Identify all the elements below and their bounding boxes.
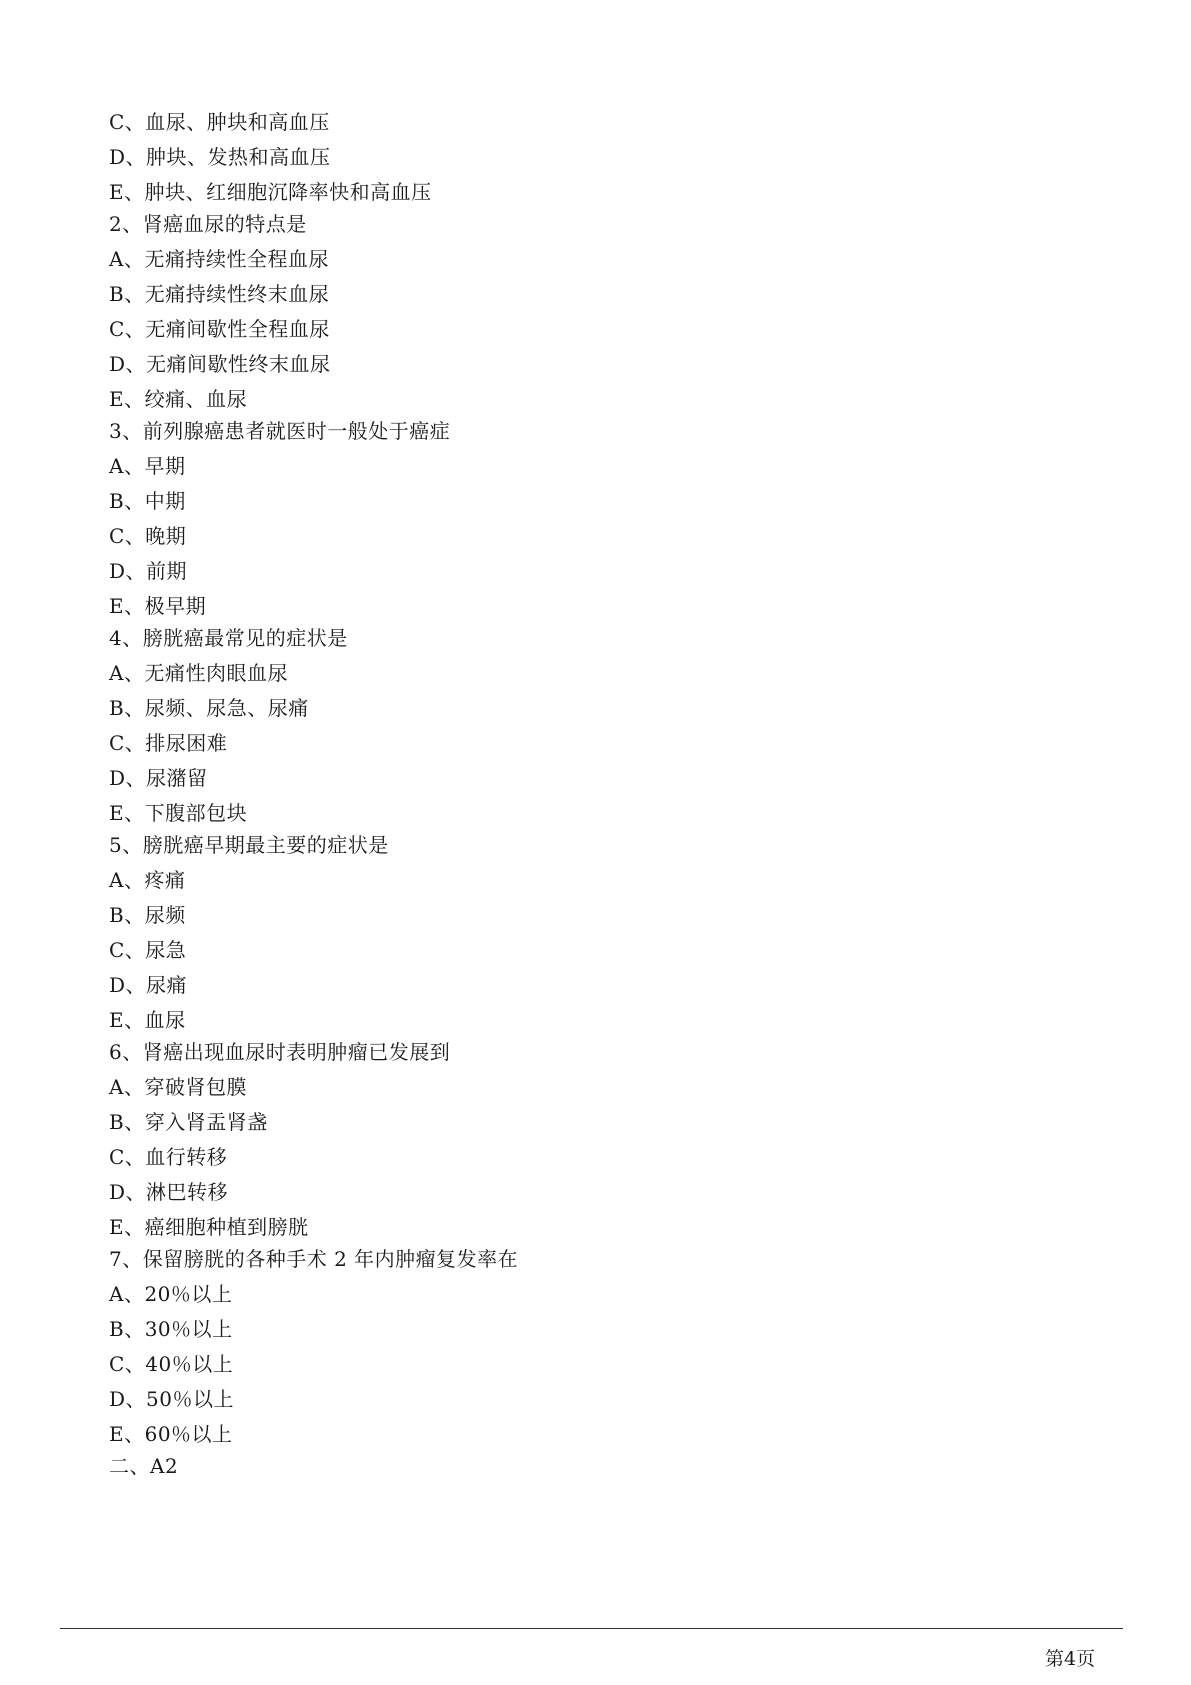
text-line: B、无痛持续性终末血尿 [109,282,330,306]
text-line: C、晚期 [109,524,187,548]
footer-divider [60,1628,1123,1629]
text-line: C、尿急 [109,938,187,962]
question-line: 3、前列腺癌患者就医时一般处于癌症 [109,419,451,443]
text-line: A、疼痛 [109,868,186,892]
text-line: D、淋巴转移 [109,1180,229,1204]
text-line: E、绞痛、血尿 [109,387,248,411]
text-line: E、肿块、红细胞沉降率快和高血压 [109,180,432,204]
text-line: B、尿频 [109,903,186,927]
text-line: A、20％以上 [109,1282,233,1306]
text-line: B、30％以上 [109,1317,233,1341]
text-line: A、早期 [109,454,186,478]
text-line: A、无痛持续性全程血尿 [109,247,329,271]
text-line: D、50％以上 [109,1387,234,1411]
text-line: E、60％以上 [109,1422,233,1446]
section-heading: 二、A2 [109,1454,179,1478]
text-line: A、无痛性肉眼血尿 [109,661,288,685]
text-line: B、穿入肾盂肾盏 [109,1110,268,1134]
question-line: 6、肾癌出现血尿时表明肿瘤已发展到 [109,1040,451,1064]
text-line: C、排尿困难 [109,731,228,755]
page-number: 第4页 [1045,1648,1096,1670]
text-line: C、40％以上 [109,1352,234,1376]
question-line: 4、膀胱癌最常见的症状是 [109,626,348,650]
text-line: C、血行转移 [109,1145,228,1169]
text-line: C、血尿、肿块和高血压 [109,110,330,134]
text-line: E、癌细胞种植到膀胱 [109,1215,309,1239]
text-line: D、尿痛 [109,973,188,997]
text-line: A、穿破肾包膜 [109,1075,247,1099]
text-line: B、尿频、尿急、尿痛 [109,696,309,720]
text-line: D、无痛间歇性终末血尿 [109,352,331,376]
text-line: B、中期 [109,489,186,513]
text-line: E、下腹部包块 [109,801,248,825]
text-line: E、血尿 [109,1008,186,1032]
question-line: 5、膀胱癌早期最主要的症状是 [109,833,389,857]
question-line: 2、肾癌血尿的特点是 [109,212,307,236]
question-line: 7、保留膀胱的各种手术 2 年内肿瘤复发率在 [109,1247,519,1271]
text-line: D、尿潴留 [109,766,208,790]
text-line: C、无痛间歇性全程血尿 [109,317,330,341]
text-line: D、肿块、发热和高血压 [109,145,331,169]
text-line: D、前期 [109,559,188,583]
text-line: E、极早期 [109,594,207,618]
